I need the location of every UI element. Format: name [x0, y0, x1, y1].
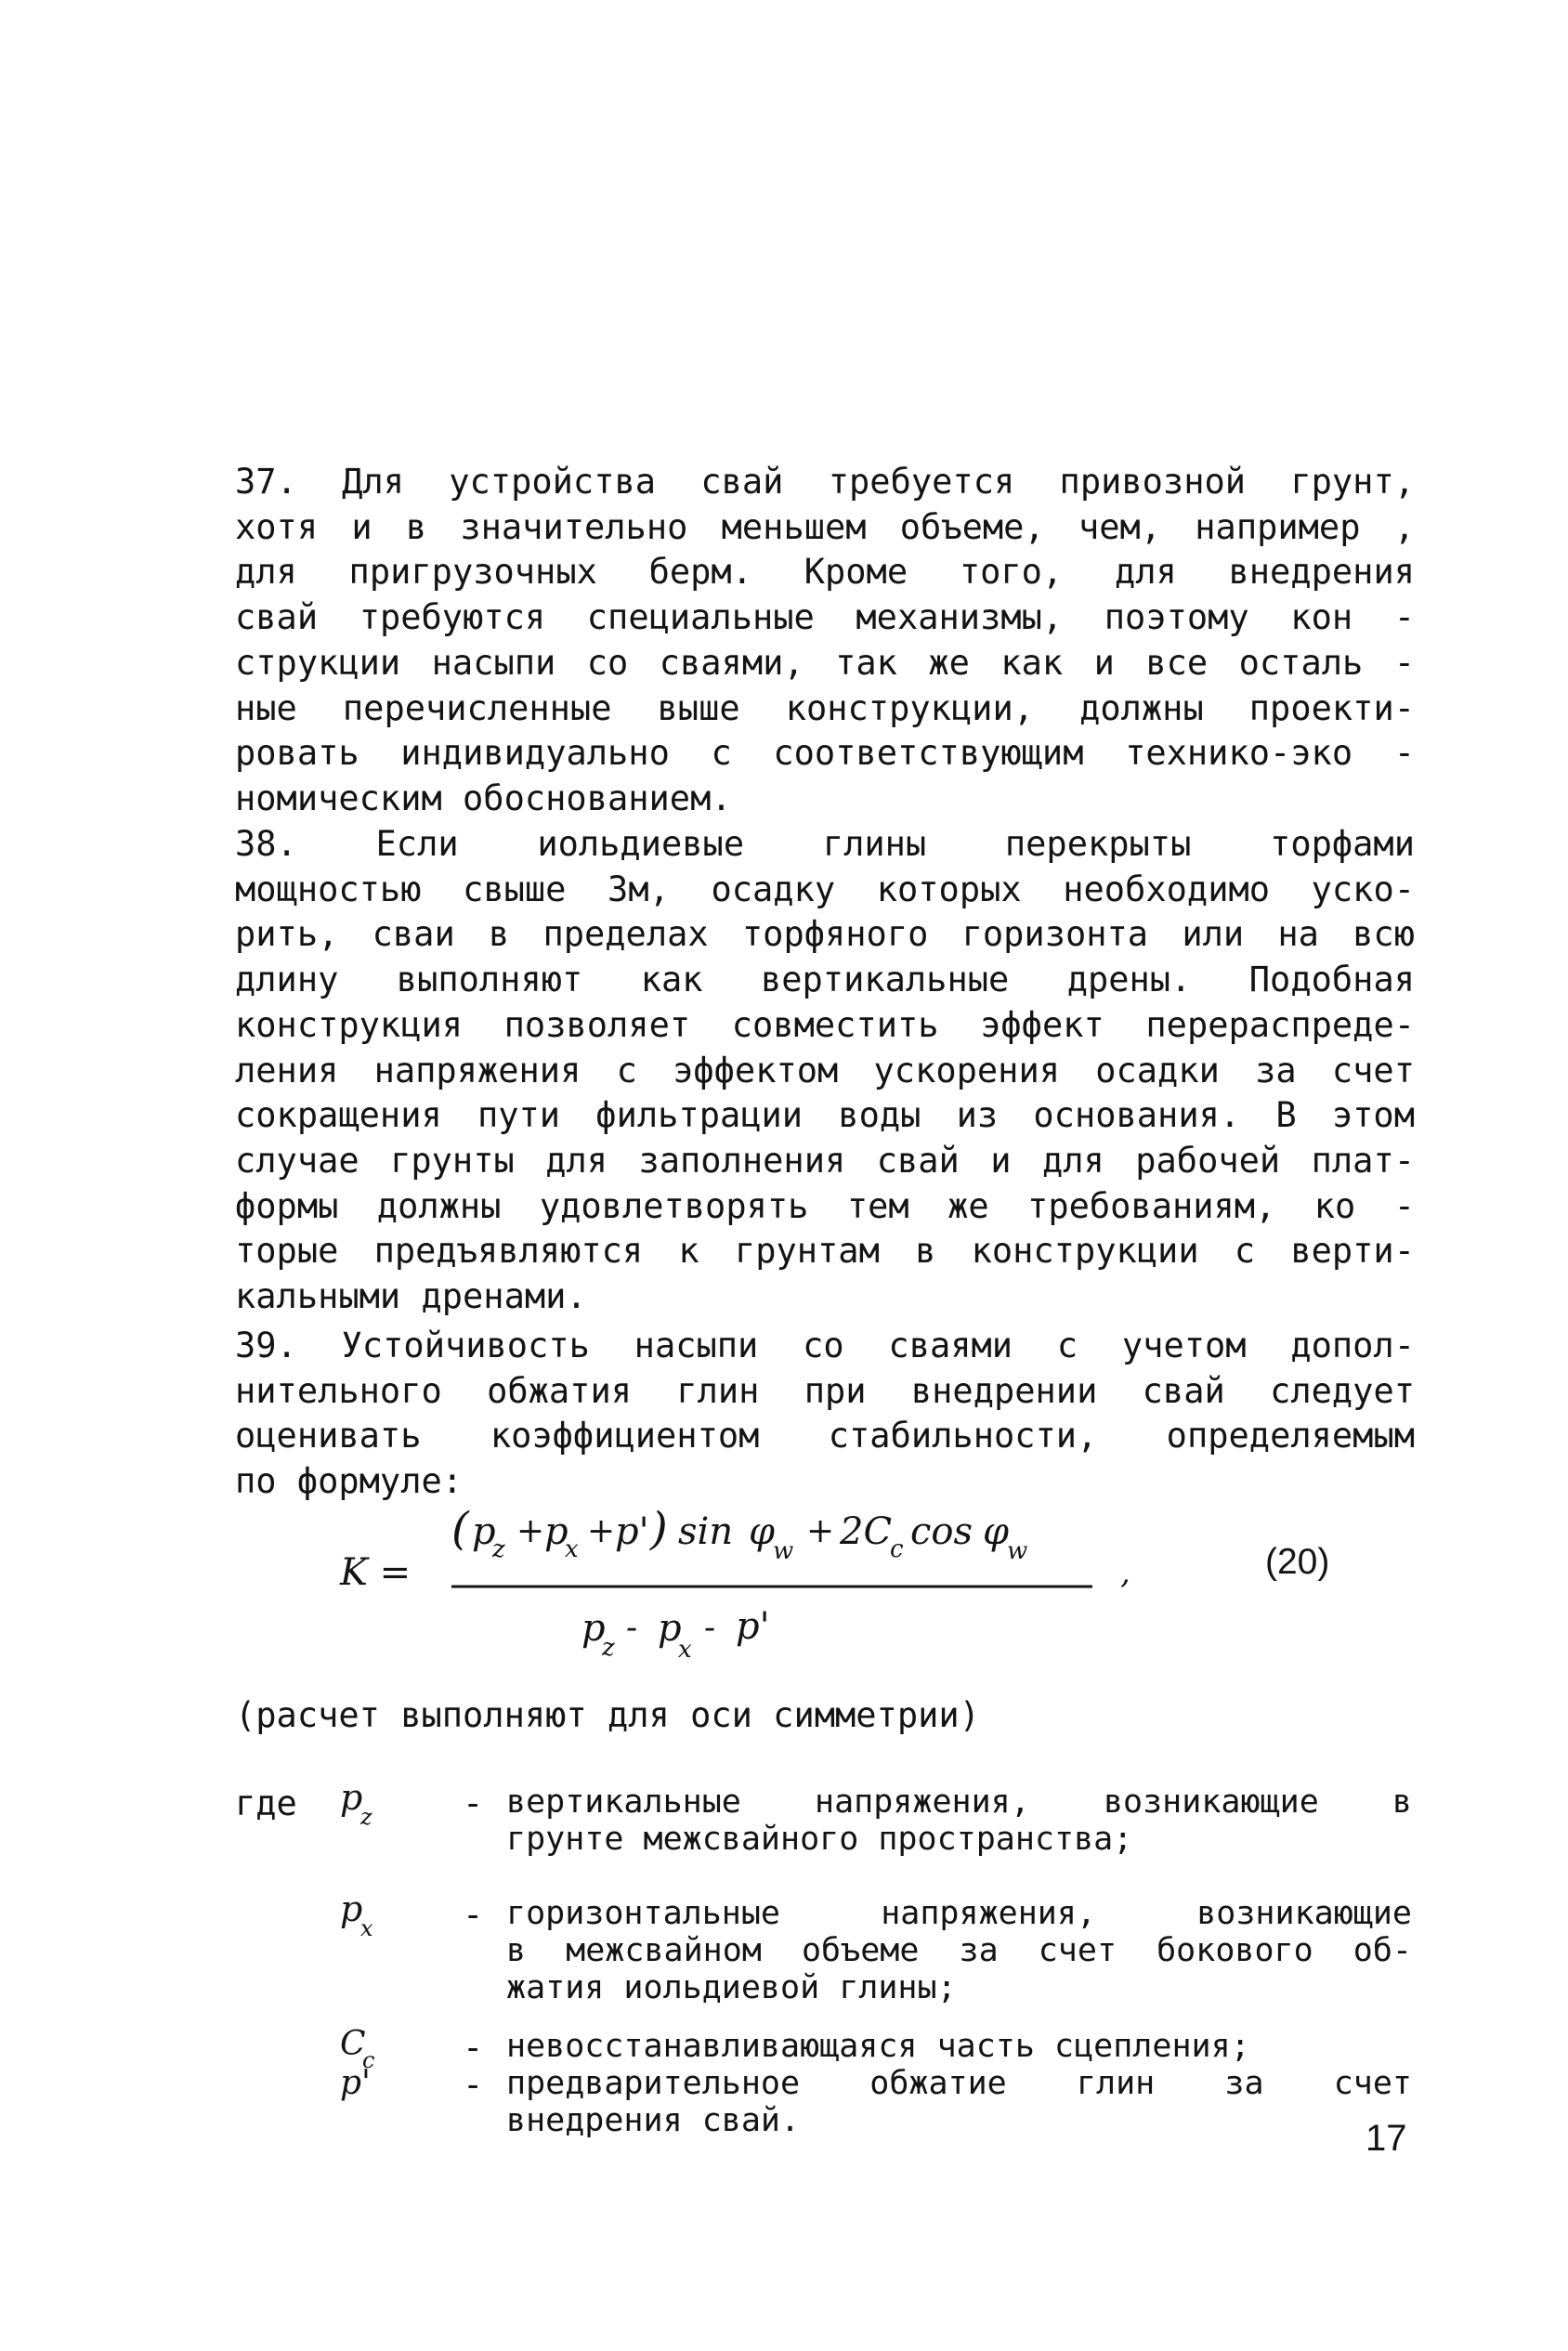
text-line: оценивать коэффициентом стабильности, определяемым — [235, 1416, 1415, 1456]
definition-dash: - — [463, 2065, 484, 2105]
paragraph-37 — [235, 460, 1415, 822]
text-line: 38. Если иольдиевые глины перекрыты торфами — [235, 824, 1415, 864]
equation-number: (20) — [1265, 1542, 1330, 1582]
text-line: номическим обоснованием. — [235, 777, 732, 818]
symbol-px-svg — [340, 1887, 396, 1940]
definition-px — [506, 1895, 1412, 2006]
symbol-sub: x — [360, 1915, 373, 1941]
den-pz-base: p — [581, 1607, 606, 1650]
symbol-sub: z — [360, 1804, 372, 1830]
definition-line: предварительное обжатие глин за счет — [506, 2065, 1412, 2102]
formula-numerator — [451, 1490, 1380, 1601]
definition-pz — [506, 1783, 1412, 1858]
symbol-base: p' — [340, 2064, 371, 2102]
symbol-p-prime — [340, 2062, 396, 2117]
definition-line: вертикальные напряжения, возникающие в — [506, 1783, 1412, 1821]
symbol-px — [340, 1887, 396, 1948]
phi2-sub: w — [1007, 1537, 1028, 1565]
px-base: p — [544, 1510, 568, 1553]
phi1-base: φ — [749, 1510, 776, 1553]
definition-p-prime — [506, 2065, 1412, 2139]
page-number: 17 — [1365, 2118, 1407, 2159]
definition-line: горизонтальные напряжения, возникающие — [506, 1895, 1412, 1932]
text-line: ровать индивидуально с соответствующим технико-эко - — [235, 733, 1415, 774]
definition-dash: - — [463, 1783, 484, 1823]
symbol-base: p — [340, 1777, 363, 1818]
symbol-base: p — [340, 1888, 363, 1929]
text-line: 39. Устойчивость насыпи со сваями с учетом допол- — [235, 1326, 1415, 1365]
text-line: хотя и в значительно меньшем объеме, чем, например , — [235, 506, 1415, 547]
definition-line: жатия иольдиевой глины; — [506, 1969, 957, 2006]
phi2-base: φ — [983, 1510, 1010, 1553]
paragraph-38 — [235, 822, 1415, 1320]
definition-line: грунте межсвайного пространства; — [506, 1821, 1133, 1858]
px-sub: x — [565, 1535, 579, 1563]
definition-dash: - — [463, 1895, 484, 1935]
definition-line: в межсвайном объеме за счет бокового об- — [506, 1932, 1412, 1969]
text-line: рить, сваи в пределах торфяного горизонта или на всю — [235, 914, 1415, 955]
phi1-sub: w — [773, 1537, 794, 1565]
symbol-base: C — [340, 2025, 366, 2063]
p-prime: p' — [615, 1510, 649, 1553]
den-p-prime: p' — [736, 1605, 770, 1648]
text-line: формы должны удовлетворять тем же требованиям, ко - — [235, 1185, 1415, 1226]
text-line: кальными дренами. — [235, 1276, 587, 1317]
close-paren: ) — [650, 1503, 668, 1555]
symbol-sub: c — [362, 2047, 375, 2073]
text-line: ные перечисленные выше конструкции, должны проекти- — [235, 687, 1415, 728]
text-line: мощностью свыше 3м, осадку которых необходимо уско- — [235, 869, 1415, 909]
den-pz-sub: z — [602, 1634, 615, 1662]
text-line: 37. Для устройства свай требуется привозной грунт, — [235, 462, 1415, 502]
calculation-note: (расчет выполняют для оси симметрии) — [235, 1695, 980, 1735]
den-px-base: p — [658, 1607, 682, 1650]
paragraph-39 — [235, 1324, 1415, 1505]
definition-line: невосстанавливающаяся часть сцепления; — [506, 2028, 1250, 2065]
c-sub: c — [890, 1535, 904, 1563]
where-label: где — [235, 1783, 297, 1823]
plus-3: + — [806, 1512, 835, 1550]
text-line: случае грунты для заполнения свай и для рабочей плат- — [235, 1140, 1415, 1181]
text-line: ления напряжения с эффектом ускорения осадки за счет — [235, 1050, 1415, 1091]
denominator-svg — [581, 1596, 860, 1679]
text-line: нительного обжатия глин при внедрении свай следует — [235, 1370, 1415, 1411]
definition-cc — [506, 2028, 1412, 2065]
text-line: торые предъявляются к грунтам в конструкции с верти- — [235, 1231, 1415, 1272]
two-c: 2C — [840, 1510, 893, 1553]
formula-comma: , — [1120, 1554, 1130, 1591]
text-line: конструкция позволяет совместить эффект перераспреде- — [235, 1004, 1415, 1045]
pz-base: p — [472, 1510, 496, 1553]
plus-1: + — [516, 1512, 545, 1550]
numerator-svg — [451, 1490, 1380, 1601]
text-line: сокращения пути фильтрации воды из основания. В этом — [235, 1095, 1415, 1136]
sin-label: sin — [678, 1510, 734, 1553]
definition-dash: - — [463, 2028, 484, 2068]
minus-2: - — [704, 1609, 716, 1647]
pz-sub: z — [492, 1535, 505, 1563]
cos-label: cos — [910, 1510, 973, 1553]
symbol-pz — [340, 1776, 396, 1836]
plus-2: + — [587, 1512, 616, 1550]
text-line: по формуле: — [235, 1461, 464, 1502]
open-paren: ( — [451, 1503, 469, 1555]
den-px-sub: x — [678, 1636, 692, 1664]
minus-1: - — [626, 1609, 638, 1647]
definition-line: внедрения свай. — [506, 2102, 801, 2139]
text-line: длину выполняют как вертикальные дрены. Подобная — [235, 960, 1415, 1000]
formula-denominator — [581, 1596, 860, 1679]
text-line: для пригрузочных берм. Кроме того, для внедрения — [235, 552, 1415, 593]
formula-lhs: K = — [340, 1551, 412, 1594]
symbol-pz-svg — [340, 1776, 396, 1828]
text-line: струкции насыпи со сваями, так же как и все осталь - — [235, 642, 1415, 683]
symbol-p-prime-svg — [340, 2062, 396, 2109]
text-line: свай требуются специальные механизмы, поэтому кон - — [235, 597, 1415, 638]
